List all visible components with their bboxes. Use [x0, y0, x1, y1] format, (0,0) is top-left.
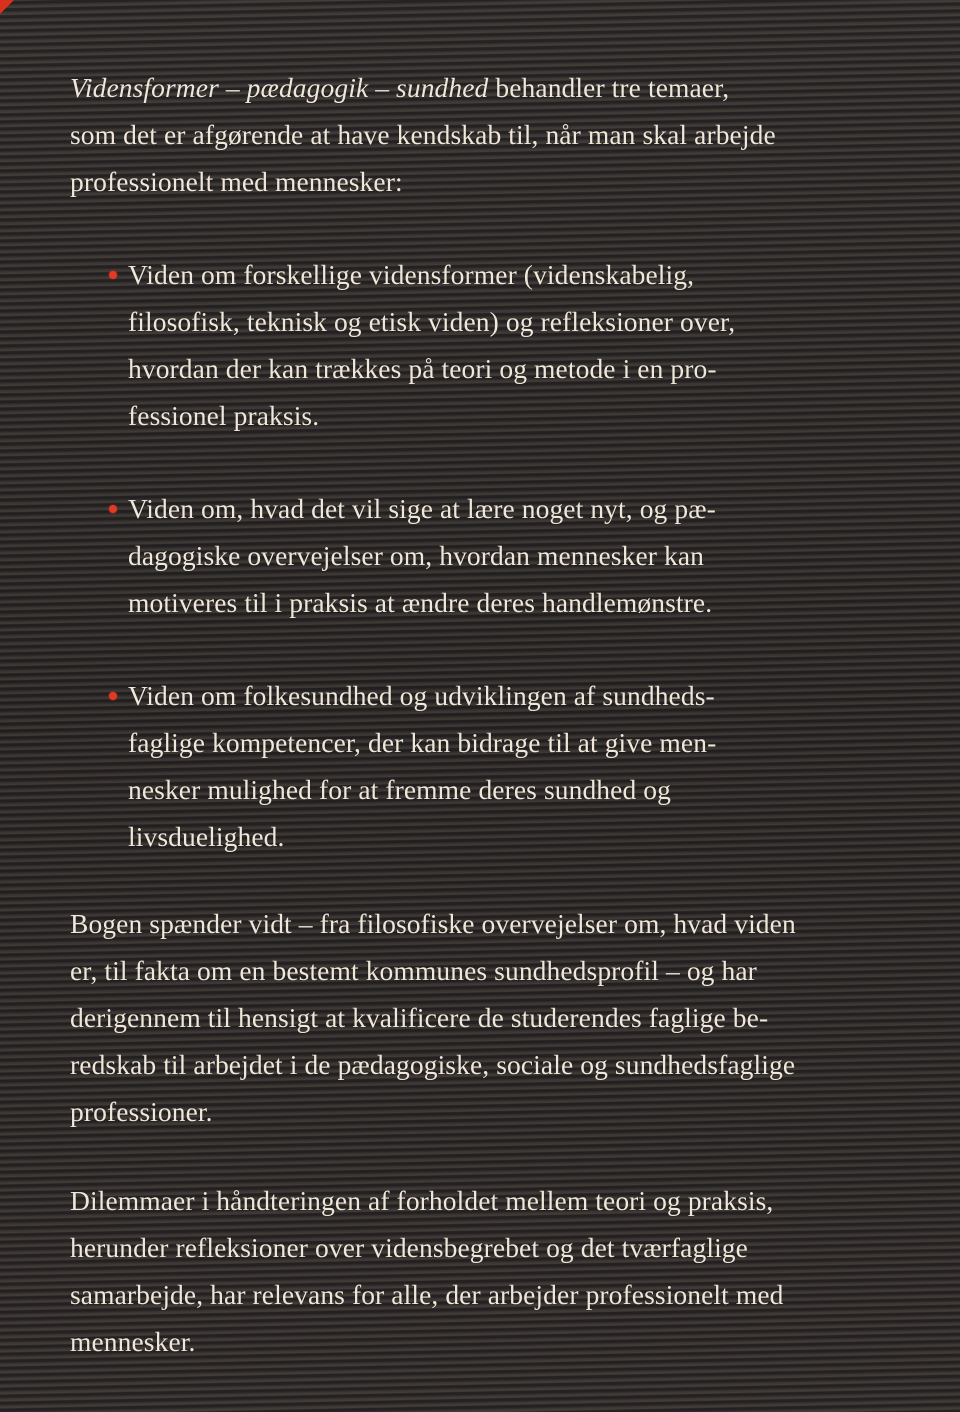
paragraph-line: derigennem til hensigt at kvalificere de studerendes faglige be- — [70, 1002, 769, 1033]
paragraph-line: Dilemmaer i håndteringen af forholdet mellem teori og praksis, — [70, 1185, 774, 1216]
intro-line-1 — [70, 64, 910, 111]
back-cover-text — [70, 64, 910, 1407]
bullet-item-vidensformer — [70, 251, 910, 439]
bullet-line: Viden om, hvad det vil sige at lære noget nyt, og pæ- — [128, 493, 716, 524]
red-corner-mark — [0, 0, 14, 14]
bullet-line: livsduelighed. — [128, 821, 285, 852]
scope-paragraph — [70, 900, 910, 1135]
bullet-line: faglige kompetencer, der kan bidrage til at give men- — [128, 727, 717, 758]
intro-paragraph — [70, 64, 910, 205]
red-bullet-icon — [109, 692, 117, 700]
red-bullet-icon — [109, 271, 117, 279]
red-bullet-icon — [109, 505, 117, 513]
intro-line-2: som det er afgørende at have kendskab til, når man skal arbejde — [70, 119, 776, 150]
intro-line-3: professionelt med mennesker: — [70, 166, 403, 197]
bullet-line: Viden om forskellige vidensformer (videnskabelig, — [128, 259, 695, 290]
paragraph-line: er, til fakta om en bestemt kommunes sundhedsprofil – og har — [70, 955, 757, 986]
paragraph-line: redskab til arbejdet i de pædagogiske, sociale og sundhedsfaglige — [70, 1049, 796, 1080]
bullet-line: dagogiske overvejelser om, hvordan mennesker kan — [128, 540, 705, 571]
bullet-line: motiveres til i praksis at ændre deres handlemønstre. — [128, 587, 713, 618]
bullet-line: hvordan der kan trækkes på teori og metode i en pro- — [128, 353, 717, 384]
book-title-italic: Vidensformer – pædagogik – sundhed — [70, 72, 489, 103]
paragraph-line: professioner. — [70, 1096, 213, 1127]
bullet-line: fessionel praksis. — [128, 400, 320, 431]
relevance-paragraph — [70, 1177, 910, 1365]
intro-line-1-rest: behandler tre temaer, — [488, 72, 730, 103]
bullet-line: nesker mulighed for at fremme deres sundhed og — [128, 774, 671, 805]
bullet-item-paedagogik — [70, 485, 910, 626]
bullet-line: filosofisk, teknisk og etisk viden) og refleksioner over, — [128, 306, 736, 337]
bullet-item-sundhed — [70, 672, 910, 860]
paragraph-line: herunder refleksioner over vidensbegrebet og det tværfaglige — [70, 1232, 748, 1263]
themes-bullet-list — [70, 251, 910, 860]
paragraph-line: Bogen spænder vidt – fra filosofiske overvejelser om, hvad viden — [70, 908, 796, 939]
paragraph-line: mennesker. — [70, 1326, 196, 1357]
paragraph-line: samarbejde, har relevans for alle, der arbejder professionelt med — [70, 1279, 784, 1310]
bullet-line: Viden om folkesundhed og udviklingen af sundheds- — [128, 680, 715, 711]
